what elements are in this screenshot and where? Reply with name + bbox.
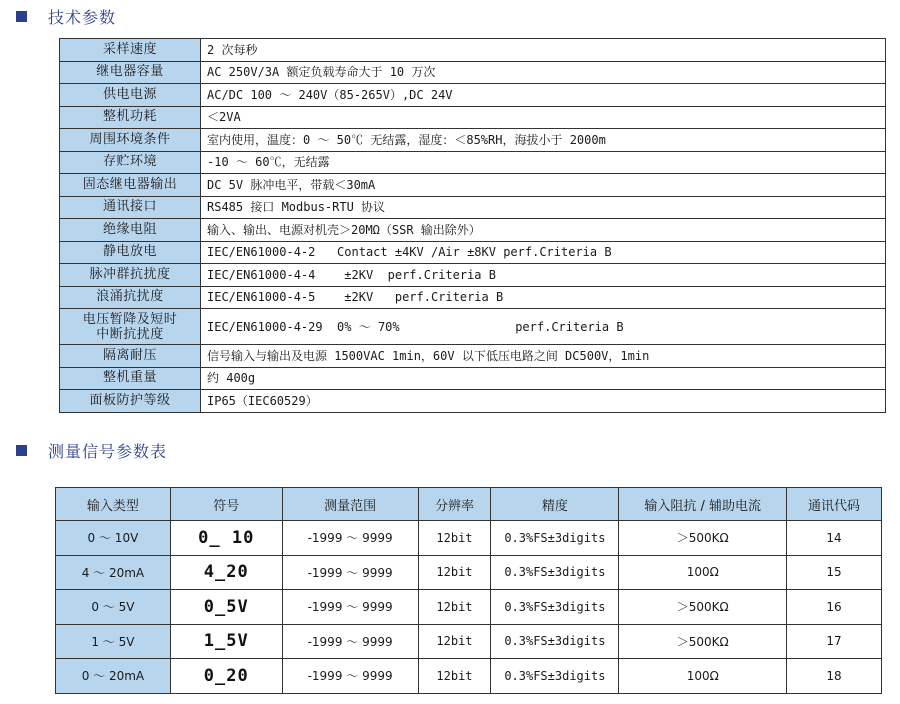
signal-header-cell: 输入阻抗 / 辅助电流 [619, 488, 787, 521]
impedance-cell: ＞500KΩ [619, 521, 787, 556]
spec-row [60, 84, 886, 107]
range-cell: -1999 ～ 9999 [282, 659, 418, 694]
resolution-cell: 12bit [418, 555, 491, 590]
impedance-cell: 100Ω [619, 555, 787, 590]
spec-key: 存贮环境 [60, 151, 201, 174]
comm-code-cell: 17 [787, 624, 882, 659]
resolution-cell: 12bit [418, 624, 491, 659]
signal-header-cell: 符号 [170, 488, 282, 521]
bullet-square-icon [16, 11, 27, 22]
comm-code-cell: 15 [787, 555, 882, 590]
spec-value: AC 250V/3A 额定负载寿命大于 10 万次 [201, 61, 886, 84]
spec-row [60, 174, 886, 197]
section-title-text: 技术参数 [48, 8, 117, 27]
resolution-cell: 12bit [418, 659, 491, 694]
spec-table [59, 38, 886, 413]
spec-key: 采样速度 [60, 39, 201, 62]
spec-key: 隔离耐压 [60, 345, 201, 368]
signal-row [56, 624, 882, 659]
spec-value: IEC/EN61000-4-2 Contact ±4KV /Air ±8KV perf.Criteria B [201, 241, 886, 264]
spec-row [60, 390, 886, 413]
resolution-cell: 12bit [418, 521, 491, 556]
range-cell: -1999 ～ 9999 [282, 624, 418, 659]
section-title-specs [16, 5, 116, 28]
spec-value: IEC/EN61000-4-5 ±2KV perf.Criteria B [201, 286, 886, 309]
signal-row [56, 659, 882, 694]
impedance-cell: ＞500KΩ [619, 590, 787, 625]
spec-row [60, 61, 886, 84]
spec-value: IP65（IEC60529） [201, 390, 886, 413]
range-cell: -1999 ～ 9999 [282, 555, 418, 590]
spec-value: 2 次每秒 [201, 39, 886, 62]
signal-row [56, 555, 882, 590]
bullet-square-icon [16, 445, 27, 456]
spec-key: 供电电源 [60, 84, 201, 107]
spec-value: -10 ～ 60℃，无结露 [201, 151, 886, 174]
spec-row [60, 345, 886, 368]
comm-code-cell: 18 [787, 659, 882, 694]
spec-key: 继电器容量 [60, 61, 201, 84]
impedance-cell: 100Ω [619, 659, 787, 694]
spec-row [60, 309, 886, 345]
signal-row [56, 590, 882, 625]
section-title-signals [16, 439, 167, 462]
accuracy-cell: 0.3%FS±3digits [491, 521, 619, 556]
comm-code-cell: 16 [787, 590, 882, 625]
spec-row [60, 367, 886, 390]
symbol-cell: 4_20 [170, 555, 282, 590]
signal-header-cell: 测量范围 [282, 488, 418, 521]
input-type-cell: 0 ～ 20mA [56, 659, 171, 694]
signal-header-cell: 通讯代码 [787, 488, 882, 521]
spec-key: 电压暂降及短时 中断抗扰度 [60, 309, 201, 345]
spec-key: 面板防护等级 [60, 390, 201, 413]
signal-header-cell: 分辨率 [418, 488, 491, 521]
impedance-cell: ＞500KΩ [619, 624, 787, 659]
spec-key: 周围环境条件 [60, 129, 201, 152]
signal-header-cell: 精度 [491, 488, 619, 521]
signal-row [56, 521, 882, 556]
input-type-cell: 0 ～ 10V [56, 521, 171, 556]
spec-key: 整机重量 [60, 367, 201, 390]
spec-value: 室内使用，温度：0 ～ 50℃ 无结露，湿度：＜85%RH，海拔小于 2000m [201, 129, 886, 152]
spec-key: 固态继电器输出 [60, 174, 201, 197]
spec-key: 整机功耗 [60, 106, 201, 129]
spec-row [60, 39, 886, 62]
spec-value: ＜2VA [201, 106, 886, 129]
spec-value: 输入、输出、电源对机壳＞20MΩ（SSR 输出除外） [201, 219, 886, 242]
spec-row [60, 264, 886, 287]
symbol-cell: 0_5V [170, 590, 282, 625]
input-type-cell: 1 ～ 5V [56, 624, 171, 659]
resolution-cell: 12bit [418, 590, 491, 625]
spec-key: 脉冲群抗扰度 [60, 264, 201, 287]
spec-key: 静电放电 [60, 241, 201, 264]
spec-row [60, 196, 886, 219]
spec-value: RS485 接口 Modbus-RTU 协议 [201, 196, 886, 219]
spec-value: AC/DC 100 ～ 240V（85-265V）,DC 24V [201, 84, 886, 107]
spec-value: DC 5V 脉冲电平，带载＜30mA [201, 174, 886, 197]
range-cell: -1999 ～ 9999 [282, 590, 418, 625]
section-title-text: 测量信号参数表 [48, 442, 168, 461]
input-type-cell: 0 ～ 5V [56, 590, 171, 625]
signal-table [55, 487, 882, 694]
symbol-cell: 1_5V [170, 624, 282, 659]
input-type-cell: 4 ～ 20mA [56, 555, 171, 590]
symbol-cell: 0_ 10 [170, 521, 282, 556]
spec-key: 浪涌抗扰度 [60, 286, 201, 309]
comm-code-cell: 14 [787, 521, 882, 556]
spec-value: 约 400g [201, 367, 886, 390]
spec-row [60, 151, 886, 174]
spec-row [60, 286, 886, 309]
accuracy-cell: 0.3%FS±3digits [491, 555, 619, 590]
spec-key: 通讯接口 [60, 196, 201, 219]
range-cell: -1999 ～ 9999 [282, 521, 418, 556]
spec-value: IEC/EN61000-4-4 ±2KV perf.Criteria B [201, 264, 886, 287]
spec-value: IEC/EN61000-4-29 0% ～ 70% perf.Criteria B [201, 309, 886, 345]
spec-row [60, 106, 886, 129]
signal-header-cell: 输入类型 [56, 488, 171, 521]
symbol-cell: 0_20 [170, 659, 282, 694]
spec-row [60, 241, 886, 264]
accuracy-cell: 0.3%FS±3digits [491, 624, 619, 659]
accuracy-cell: 0.3%FS±3digits [491, 659, 619, 694]
spec-row [60, 219, 886, 242]
spec-key: 绝缘电阻 [60, 219, 201, 242]
spec-value: 信号输入与输出及电源 1500VAC 1min，60V 以下低压电路之间 DC500V，1min [201, 345, 886, 368]
accuracy-cell: 0.3%FS±3digits [491, 590, 619, 625]
spec-row [60, 129, 886, 152]
